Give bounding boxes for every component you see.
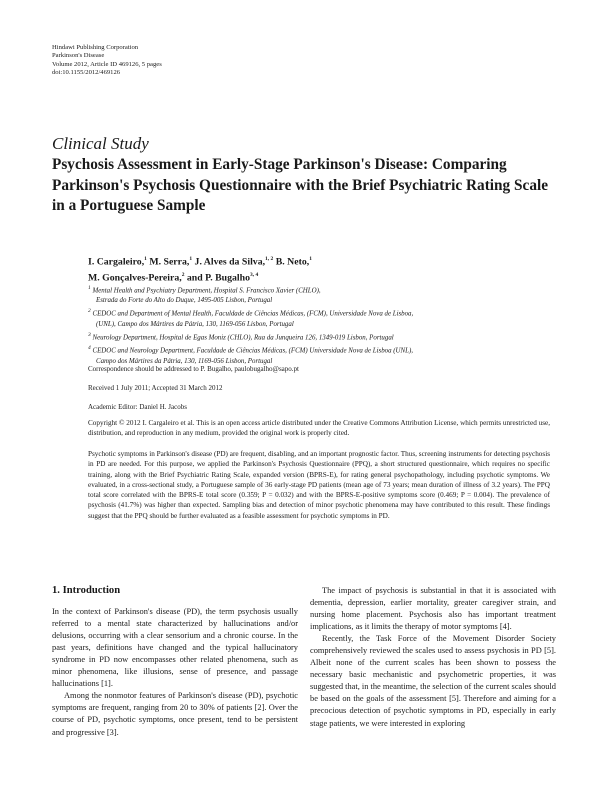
affiliation (88, 306, 558, 319)
affiliation-text: CEDOC and Department of Mental Health, Faculdade de Ciências Médicas, (FCM), Universidade Nova de Lisboa, (92, 310, 414, 318)
author: M. Serra, (146, 256, 190, 268)
paragraph: Recently, the Task Force of the Movement Disorder Society comprehensively reviewed the scales used to assess psychosis in PD [5]. Albeit none of the current scales has been shown to possess the necessary basic mechanistic and psychometric properties, it was suggested that, in the meantime, the selection of the current scales should be based on the goals of the assessment [5]. Therefore and aiming for a precocious detection of psychotic symptoms in PD, especially in early stage patients, we were interested in exploring (310, 634, 556, 728)
right-column (310, 585, 556, 730)
affiliation-number: 3 (88, 331, 91, 338)
author-affil-ref: 3, 4 (249, 271, 259, 278)
article-title: Psychosis Assessment in Early-Stage Parkinson's Disease: Comparing Parkinson's Psychosis Questionnaire with the Brief Psychiatric Rating Scale in a Portuguese Sample (52, 156, 549, 214)
author-list (88, 253, 548, 285)
author-affil-ref: 1, 2 (265, 256, 274, 262)
section-heading: 1. Introduction (52, 585, 121, 596)
author: M. Gonçalves-Pereira, (88, 272, 182, 284)
author: J. Alves da Silva, (192, 256, 266, 268)
volume-info: Volume 2012, Article ID 469126, 5 pages (52, 60, 162, 68)
affiliation-number: 2 (88, 308, 91, 315)
affiliation-number: 1 (88, 285, 91, 291)
affiliation (88, 283, 558, 296)
author-affil-ref: 1 (144, 256, 147, 262)
affiliation-cont: Campo dos Mártires da Pátria, 130, 1169-056 Lisbon, Portugal (96, 357, 273, 365)
journal-name: Parkinson's Disease (52, 52, 105, 60)
journal-header (52, 44, 162, 77)
publisher: Hindawi Publishing Corporation (52, 44, 139, 51)
article-type: Clinical Study (52, 134, 149, 153)
correspondence: Correspondence should be addressed to P. Bugalho, paulobugalho@sapo.pt (88, 365, 299, 373)
affiliation (88, 343, 558, 356)
abstract: Psychotic symptoms in Parkinson's disease (PD) are frequent, disabling, and an important prognostic factor. Thus, screening instruments for detecting psychosis in PD are needed. For this purpose, we applied the Parkinson's Psychosis Questionnaire (PPQ), a short structured questionnaire, which requires no specific training, along with the Brief Psychiatric Rating Scale, expanded version (BPRS-E), for rating general psychopathology, including psychotic symptoms. We evaluated, in a cross-sectional study, a Portuguese sample of 36 early-stage PD patients (mean age of 73 years; mean duration of illness of 3.2 years). The PPQ total score correlated with the BPRS-E total score (0.359; P = 0.032) and with the BPRS-E-positive symptoms score (0.469; P = 0.004). The prevalence of psychosis (41.7%) was higher than expected. Sampling bias and detection of minor psychotic phenomena may have contributed to this result. These findings suggest that the PPQ should be further evaluated as a feasible assessment for psychotic symptoms in PD. (88, 450, 550, 520)
affiliation (88, 330, 558, 343)
author-affil-ref: 1 (189, 256, 193, 262)
author: and P. Bugalho (184, 272, 250, 284)
doi: doi:10.1155/2012/469126 (52, 68, 121, 76)
affiliation-text: Mental Health and Psychiatry Department, Hospital S. Francisco Xavier (CHLO), (92, 287, 321, 295)
affiliation-cont: Estrada do Forte do Alto do Duque, 1495-005 Lisbon, Portugal (96, 297, 273, 305)
author: I. Cargaleiro, (88, 256, 145, 268)
affiliation-text: Neurology Department, Hospital de Egas Moniz (CHLO), Rua da Junqueira 126, 1349-019 Lisbon, Portugal (92, 334, 394, 342)
left-column (52, 585, 298, 739)
author-affil-ref: 1 (309, 256, 312, 262)
affiliation-cont: (UNL), Campo dos Mártires da Pátria, 130, 1169-056 Lisbon, Portugal (96, 320, 294, 328)
copyright: Copyright © 2012 I. Cargaleiro et al. This is an open access article distributed under the Creative Commons Attribution License, which permits unrestricted use, distribution, and reproduction in any medium, provided the original work is properly cited. (88, 419, 550, 438)
academic-editor: Academic Editor: Daniel H. Jacobs (88, 403, 187, 411)
paragraph: The impact of psychosis is substantial in that it is associated with dementia, depression, earlier mortality, greater caregiver strain, and nursing home placement. Psychosis also has important treatment implications, as it limits the therapy of motor symptoms [4]. (310, 586, 556, 632)
affiliation-number: 4 (88, 345, 91, 352)
affiliation-text: CEDOC and Neurology Department, Faculdade de Ciências Médicas, (FCM) Universidade Nova de Lisboa (UNL), (92, 347, 413, 355)
affiliations (88, 283, 558, 367)
received-dates: Received 1 July 2011; Accepted 31 March 2012 (88, 384, 223, 392)
author-affil-ref: 2 (181, 271, 185, 278)
paragraph: In the context of Parkinson's disease (PD), the term psychosis usually referred to a mental state characterized by hallucinations and/or delusions, occurring with a clear sensorium and a chronic course. In the past years, definitions have changed and the typical hallucinatory syndrome in PD now encompasses other related phenomena, such as minor phenomena, like illusions, sense of presence, and passage hallucinations [1]. (52, 607, 298, 689)
paragraph: Among the nonmotor features of Parkinson's disease (PD), psychotic symptoms are frequent, ranging from 20 to 30% of patients [2]. Over the course of PD, psychotic symptoms, once present, tend to be persistent and progressive [3]. (52, 691, 298, 737)
author: B. Neto, (273, 256, 310, 268)
